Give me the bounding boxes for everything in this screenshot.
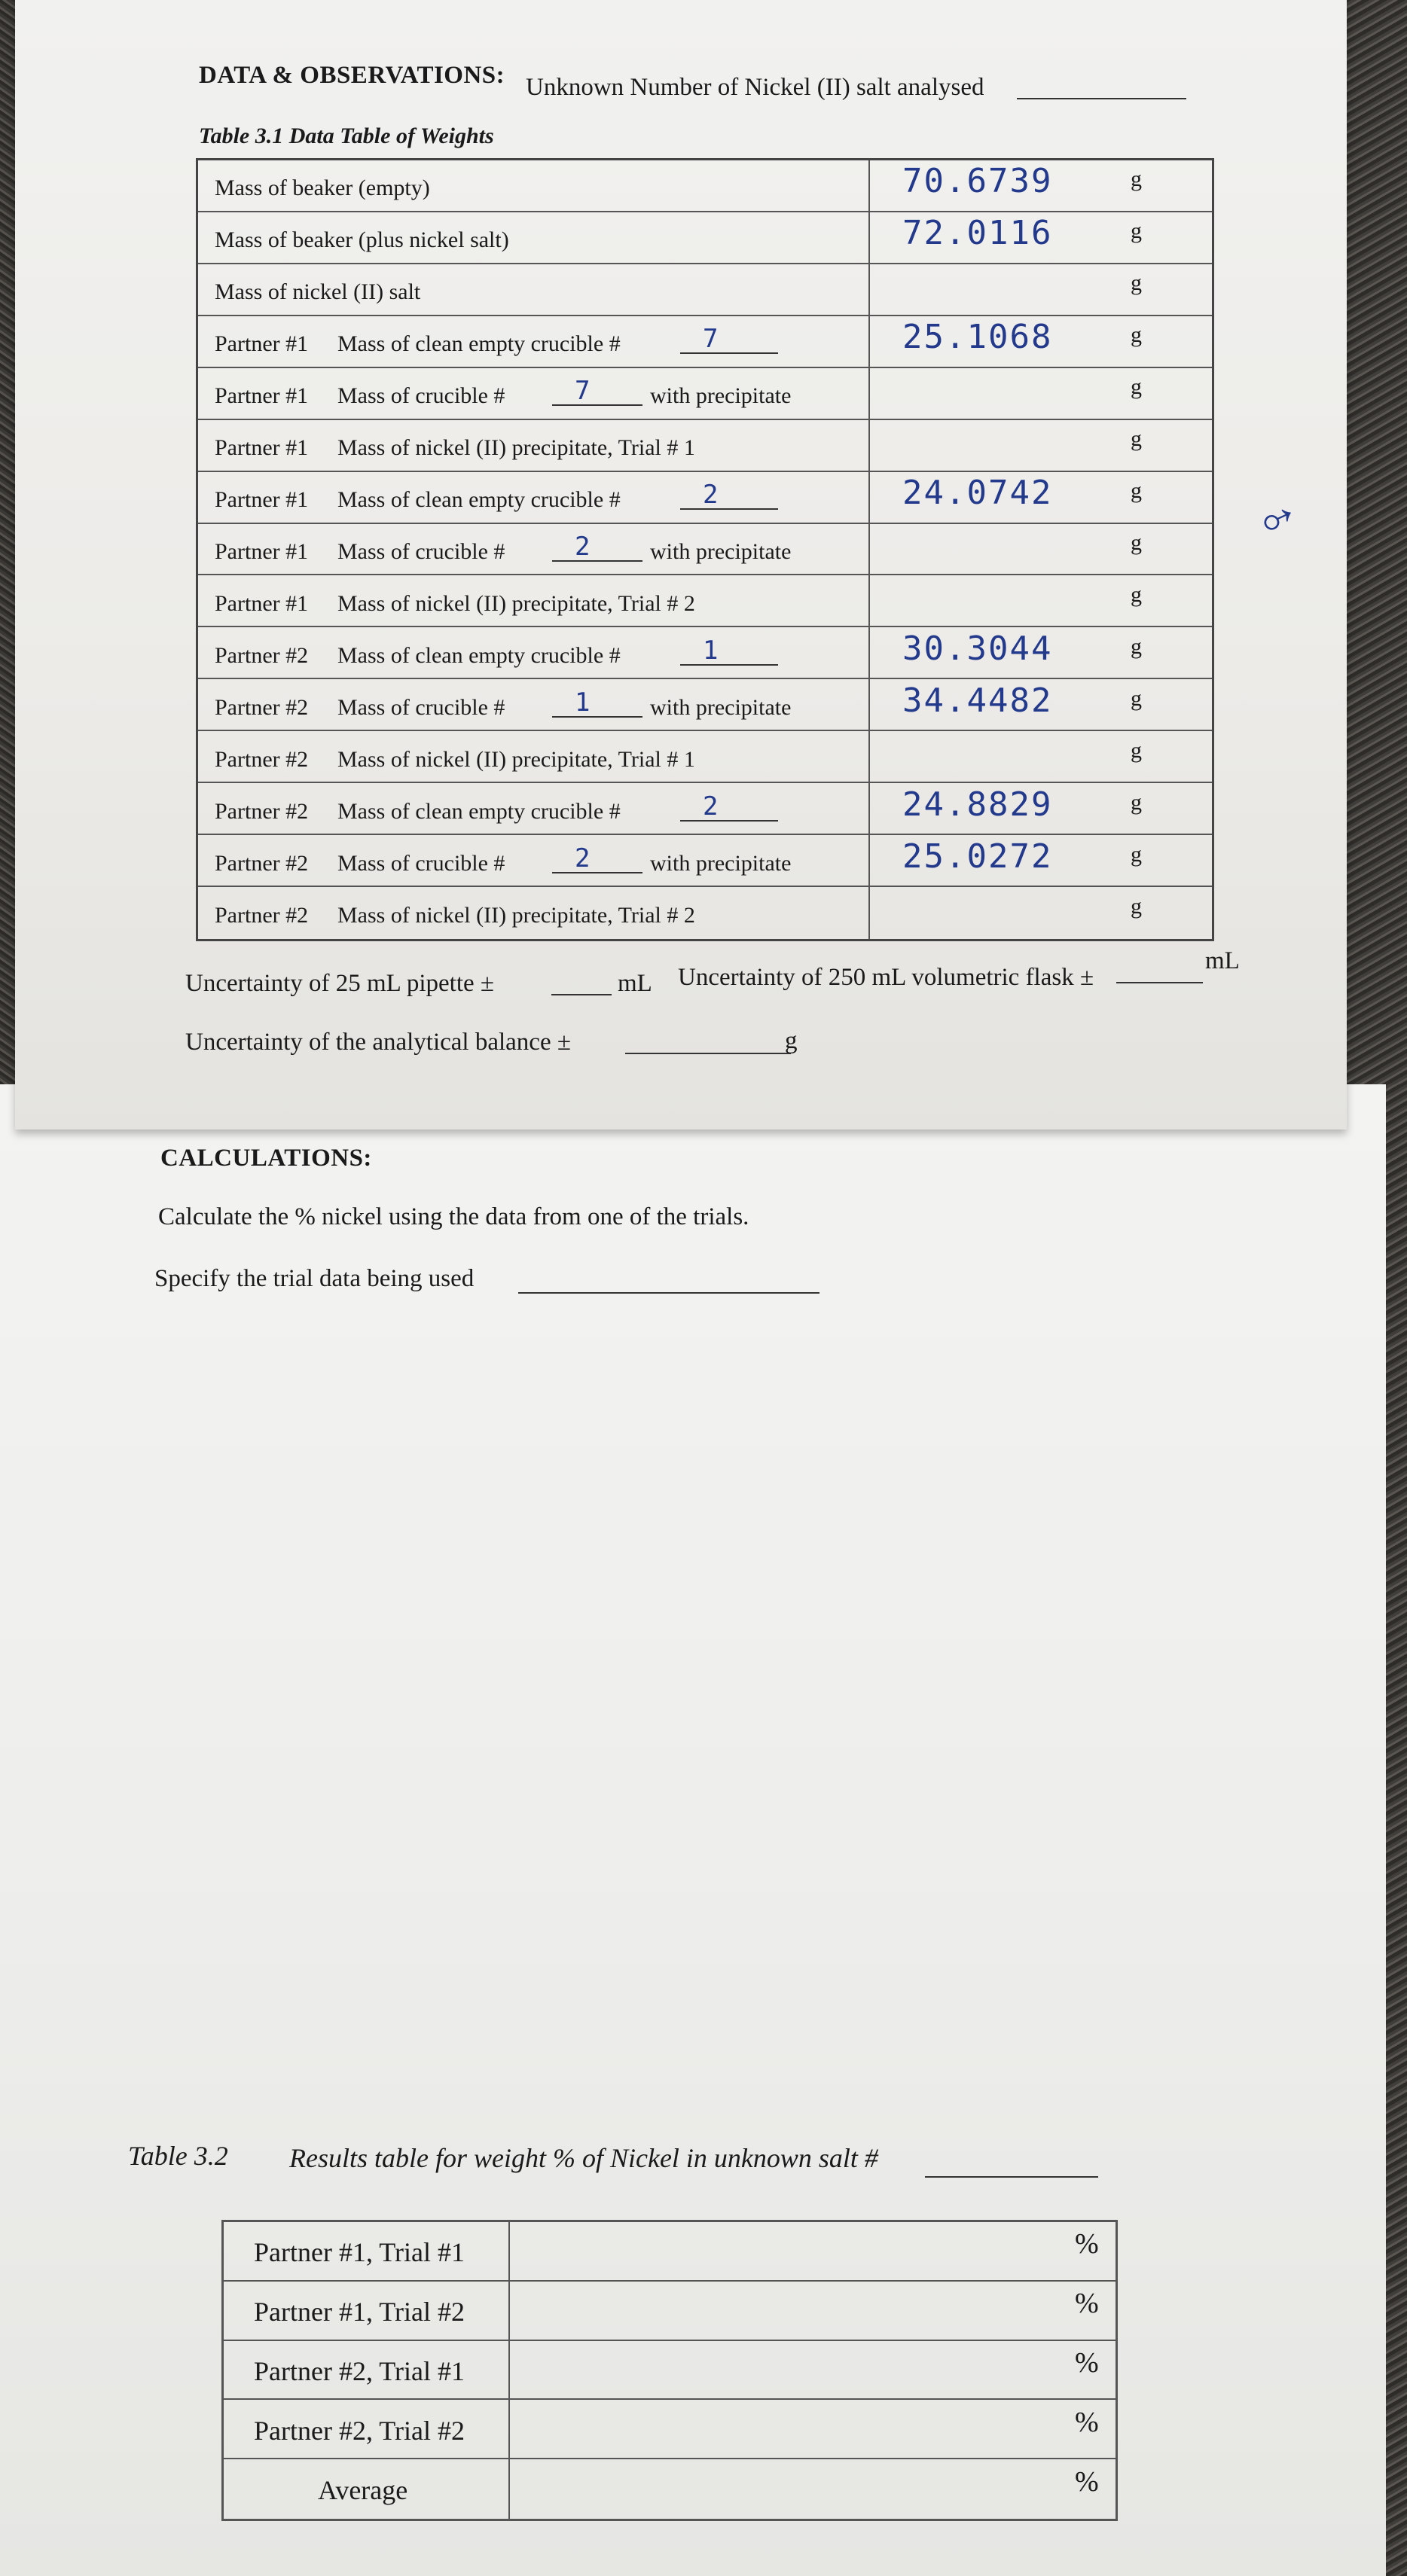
- crucible-number-handwritten: 2: [703, 791, 719, 822]
- mass-value-handwritten: 72.0116: [902, 214, 1053, 253]
- row-description: Mass of crucible #: [337, 538, 505, 564]
- results-table-row: [224, 2222, 1116, 2282]
- unknown-number-blank[interactable]: [1017, 98, 1186, 99]
- gram-unit: g: [1131, 581, 1142, 607]
- results-table-number: Table 3.2: [128, 2141, 228, 2171]
- crucible-number-blank[interactable]: [680, 508, 778, 510]
- row-description: Mass of beaker (plus nickel salt): [215, 227, 509, 253]
- with-precipitate-label: with precipitate: [650, 850, 792, 876]
- results-table-row: [224, 2341, 1116, 2401]
- percent-unit: %: [1075, 2346, 1099, 2379]
- crucible-number-handwritten: 7: [575, 376, 591, 407]
- mass-value-cell[interactable]: [870, 264, 1201, 315]
- weights-table-row: [198, 575, 1212, 627]
- gram-unit: g: [1131, 426, 1142, 452]
- results-row-label: Average: [318, 2474, 408, 2505]
- weights-table-row: [198, 160, 1212, 212]
- row-description: Mass of clean empty crucible #: [337, 487, 621, 513]
- mass-value-handwritten: 25.1068: [902, 318, 1053, 357]
- calculations-heading: CALCULATIONS:: [160, 1145, 372, 1172]
- results-row-label: Partner #1, Trial #2: [254, 2297, 465, 2328]
- partner-label: Partner #2: [215, 642, 309, 668]
- crucible-number-handwritten: 1: [703, 635, 719, 666]
- gram-unit: g: [1131, 841, 1142, 867]
- weights-table-row: [198, 212, 1212, 264]
- weights-table-row: [198, 316, 1212, 368]
- mass-value-handwritten: 70.6739: [902, 162, 1053, 201]
- mass-value-cell[interactable]: [870, 160, 1201, 211]
- weights-table-row: [198, 420, 1212, 472]
- weights-table-row: [198, 887, 1212, 939]
- mass-value-cell[interactable]: [870, 575, 1201, 626]
- gram-unit: g: [1131, 270, 1142, 296]
- pipette-uncertainty-blank[interactable]: [551, 994, 612, 995]
- row-description: Mass of clean empty crucible #: [337, 331, 621, 357]
- with-precipitate-label: with precipitate: [650, 694, 792, 720]
- mass-value-cell[interactable]: [870, 316, 1201, 367]
- crucible-number-blank[interactable]: [552, 872, 642, 873]
- results-value-cell[interactable]: [510, 2282, 1112, 2340]
- crucible-number-blank[interactable]: [680, 820, 778, 822]
- weights-table-row: [198, 264, 1212, 316]
- mass-value-cell[interactable]: [870, 472, 1201, 523]
- row-description: Mass of nickel (II) precipitate, Trial # 2: [337, 590, 695, 616]
- crucible-number-blank[interactable]: [680, 352, 778, 354]
- mass-value-cell[interactable]: [870, 835, 1201, 886]
- gram-unit: g: [1131, 322, 1142, 348]
- row-description: Mass of clean empty crucible #: [337, 798, 621, 824]
- flask-uncertainty-blank[interactable]: [1116, 982, 1203, 983]
- percent-unit: %: [1075, 2228, 1099, 2260]
- desk-background-right-lower: [1384, 1084, 1407, 2576]
- with-precipitate-label: with precipitate: [650, 383, 792, 409]
- mass-value-handwritten: 34.4482: [902, 681, 1053, 720]
- results-value-cell[interactable]: [510, 2341, 1112, 2399]
- weights-table-row: [198, 472, 1212, 524]
- weights-table: [196, 158, 1214, 941]
- row-description: Mass of nickel (II) salt: [215, 279, 421, 305]
- mass-value-cell[interactable]: [870, 627, 1201, 678]
- partner-label: Partner #1: [215, 487, 309, 513]
- gram-unit: g: [1131, 737, 1142, 763]
- crucible-number-handwritten: 7: [703, 324, 719, 355]
- mass-value-cell[interactable]: [870, 368, 1201, 419]
- partner-label: Partner #2: [215, 746, 309, 772]
- balance-uncertainty-label: Uncertainty of the analytical balance ±: [185, 1029, 571, 1056]
- mass-value-handwritten: 25.0272: [902, 837, 1053, 876]
- mass-value-handwritten: 24.0742: [902, 474, 1053, 513]
- weights-table-caption: Table 3.1 Data Table of Weights: [199, 123, 494, 148]
- gram-unit: g: [1131, 529, 1142, 555]
- partner-label: Partner #2: [215, 850, 309, 876]
- gram-unit: g: [1131, 374, 1142, 400]
- unknown-salt-number-blank[interactable]: [925, 2176, 1098, 2178]
- crucible-number-blank[interactable]: [552, 716, 642, 718]
- row-description: Mass of nickel (II) precipitate, Trial # 1: [337, 746, 695, 772]
- row-description: Mass of crucible #: [337, 694, 505, 720]
- mass-value-cell[interactable]: [870, 731, 1201, 782]
- row-description: Mass of nickel (II) precipitate, Trial # 1: [337, 435, 695, 461]
- mass-value-cell[interactable]: [870, 679, 1201, 730]
- partner-label: Partner #1: [215, 538, 309, 564]
- partner-label: Partner #2: [215, 798, 309, 824]
- partner-label: Partner #2: [215, 694, 309, 720]
- partner-label: Partner #2: [215, 902, 309, 928]
- flask-uncertainty-label: Uncertainty of 250 mL volumetric flask ±: [678, 964, 1094, 991]
- results-value-cell[interactable]: [510, 2459, 1112, 2519]
- results-table-row: [224, 2282, 1116, 2341]
- crucible-number-handwritten: 1: [575, 687, 591, 718]
- pipette-uncertainty-unit: mL: [618, 970, 652, 997]
- crucible-number-blank[interactable]: [680, 664, 778, 666]
- crucible-number-handwritten: 2: [575, 843, 591, 873]
- partner-label: Partner #1: [215, 435, 309, 461]
- data-observations-heading: DATA & OBSERVATIONS:: [199, 62, 505, 89]
- weights-table-row: [198, 627, 1212, 679]
- crucible-number-handwritten: 2: [575, 531, 591, 562]
- with-precipitate-label: with precipitate: [650, 538, 792, 564]
- gram-unit: g: [1131, 633, 1142, 659]
- specify-trial-label: Specify the trial data being used: [154, 1265, 475, 1292]
- results-table-row: [224, 2459, 1116, 2519]
- percent-unit: %: [1075, 2406, 1099, 2438]
- partner-label: Partner #1: [215, 383, 309, 409]
- mass-value-cell[interactable]: [870, 212, 1201, 263]
- checkmark-scribble: ♂: [1247, 486, 1305, 555]
- results-table-caption: Results table for weight % of Nickel in unknown salt #: [289, 2143, 878, 2173]
- weights-table-row: [198, 679, 1212, 731]
- crucible-number-handwritten: 2: [703, 480, 719, 511]
- flask-uncertainty-unit: mL: [1205, 947, 1240, 974]
- weights-table-row: [198, 731, 1212, 783]
- row-description: Mass of clean empty crucible #: [337, 642, 621, 668]
- results-value-cell[interactable]: [510, 2222, 1112, 2280]
- balance-uncertainty-blank[interactable]: [625, 1053, 791, 1054]
- pipette-uncertainty-label: Uncertainty of 25 mL pipette ±: [185, 970, 495, 997]
- results-row-label: Partner #2, Trial #2: [254, 2415, 465, 2446]
- mass-value-cell[interactable]: [870, 783, 1201, 834]
- row-description: Mass of nickel (II) precipitate, Trial # 2: [337, 902, 695, 928]
- percent-unit: %: [1075, 2465, 1099, 2498]
- mass-value-handwritten: 30.3044: [902, 629, 1053, 668]
- desk-background-right: [1339, 0, 1407, 1084]
- row-description: Mass of beaker (empty): [215, 175, 430, 201]
- results-table-row: [224, 2400, 1116, 2459]
- results-table: [221, 2220, 1118, 2521]
- mass-value-cell[interactable]: [870, 420, 1201, 471]
- lower-worksheet-page: [0, 1084, 1386, 2576]
- mass-value-handwritten: 24.8829: [902, 785, 1053, 824]
- weights-table-row: [198, 835, 1212, 887]
- weights-table-row: [198, 368, 1212, 420]
- percent-unit: %: [1075, 2288, 1099, 2320]
- row-description: Mass of crucible #: [337, 383, 505, 409]
- row-description: Mass of crucible #: [337, 850, 505, 876]
- calculations-instruction: Calculate the % nickel using the data from one of the trials.: [158, 1203, 749, 1230]
- weights-table-row: [198, 524, 1212, 576]
- results-value-cell[interactable]: [510, 2400, 1112, 2458]
- crucible-number-blank[interactable]: [552, 560, 642, 562]
- results-row-label: Partner #2, Trial #1: [254, 2355, 465, 2386]
- weights-table-row: [198, 783, 1212, 835]
- gram-unit: g: [1131, 218, 1142, 244]
- specify-trial-blank[interactable]: [518, 1292, 819, 1294]
- gram-unit: g: [1131, 166, 1142, 192]
- gram-unit: g: [1131, 789, 1142, 815]
- gram-unit: g: [1131, 478, 1142, 504]
- balance-uncertainty-unit: g: [785, 1027, 798, 1054]
- gram-unit: g: [1131, 893, 1142, 919]
- unknown-number-label: Unknown Number of Nickel (II) salt analysed: [526, 74, 984, 101]
- results-row-label: Partner #1, Trial #1: [254, 2237, 465, 2268]
- upper-worksheet-page: [15, 0, 1347, 1129]
- gram-unit: g: [1131, 685, 1142, 711]
- partner-label: Partner #1: [215, 590, 309, 616]
- crucible-number-blank[interactable]: [552, 404, 642, 406]
- mass-value-cell[interactable]: [870, 524, 1201, 575]
- mass-value-cell[interactable]: [870, 887, 1201, 939]
- partner-label: Partner #1: [215, 331, 309, 357]
